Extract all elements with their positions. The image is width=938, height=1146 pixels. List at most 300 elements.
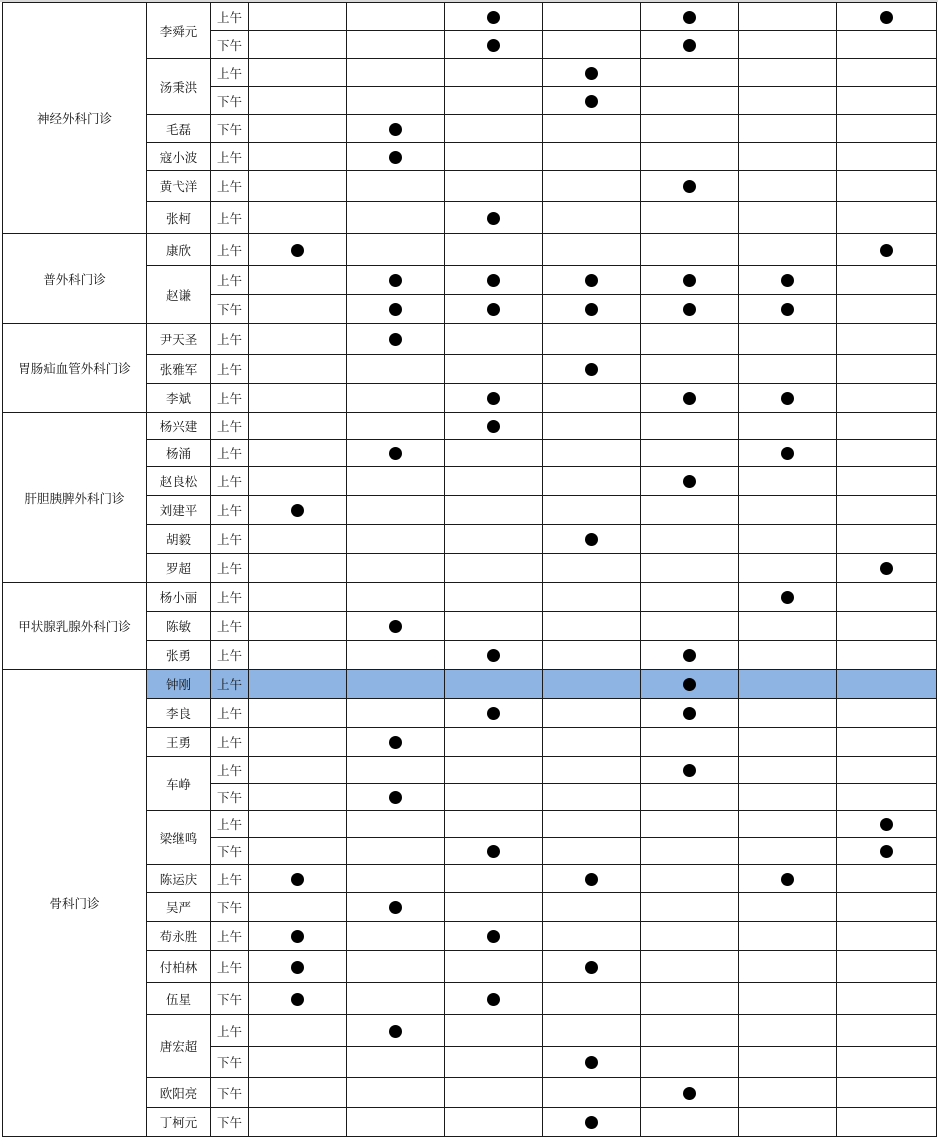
day-cell-5[interactable] [641, 115, 739, 143]
day-cell-3[interactable] [445, 612, 543, 641]
day-cell-3[interactable] [445, 467, 543, 496]
day-cell-1[interactable] [249, 234, 347, 266]
day-cell-5[interactable] [641, 59, 739, 87]
day-cell-5[interactable] [641, 440, 739, 467]
day-cell-4[interactable] [543, 59, 641, 87]
day-cell-2[interactable] [347, 171, 445, 202]
day-cell-7[interactable] [837, 757, 937, 784]
day-cell-3[interactable] [445, 865, 543, 893]
day-cell-7[interactable] [837, 784, 937, 811]
day-cell-6[interactable] [739, 59, 837, 87]
day-cell-6[interactable] [739, 1108, 837, 1137]
day-cell-2[interactable] [347, 583, 445, 612]
day-cell-1[interactable] [249, 1108, 347, 1137]
day-cell-3[interactable] [445, 234, 543, 266]
day-cell-3[interactable] [445, 784, 543, 811]
day-cell-4[interactable] [543, 355, 641, 384]
day-cell-1[interactable] [249, 641, 347, 670]
day-cell-4[interactable] [543, 266, 641, 295]
day-cell-6[interactable] [739, 583, 837, 612]
day-cell-7[interactable] [837, 811, 937, 838]
day-cell-4[interactable] [543, 951, 641, 983]
day-cell-2[interactable] [347, 413, 445, 440]
day-cell-2[interactable] [347, 641, 445, 670]
day-cell-6[interactable] [739, 641, 837, 670]
day-cell-7[interactable] [837, 554, 937, 583]
scheduled-dot-icon [585, 873, 598, 886]
day-cell-3[interactable] [445, 757, 543, 784]
day-cell-1[interactable] [249, 1047, 347, 1078]
day-cell-1[interactable] [249, 171, 347, 202]
day-cell-2[interactable] [347, 467, 445, 496]
day-cell-5[interactable] [641, 1047, 739, 1078]
scheduled-dot-icon [487, 303, 500, 316]
day-cell-4[interactable] [543, 413, 641, 440]
day-cell-4[interactable] [543, 583, 641, 612]
day-cell-3[interactable] [445, 143, 543, 171]
session-period: 上午 [211, 413, 249, 440]
day-cell-5[interactable] [641, 467, 739, 496]
day-cell-5[interactable] [641, 3, 739, 31]
day-cell-6[interactable] [739, 234, 837, 266]
day-cell-2[interactable] [347, 355, 445, 384]
day-cell-5[interactable] [641, 1015, 739, 1047]
day-cell-1[interactable] [249, 893, 347, 922]
day-cell-6[interactable] [739, 384, 837, 413]
day-cell-2[interactable] [347, 384, 445, 413]
day-cell-7[interactable] [837, 31, 937, 59]
day-cell-7[interactable] [837, 838, 937, 865]
day-cell-5[interactable] [641, 784, 739, 811]
day-cell-3[interactable] [445, 641, 543, 670]
day-cell-1[interactable] [249, 59, 347, 87]
day-cell-4[interactable] [543, 87, 641, 115]
day-cell-2[interactable] [347, 266, 445, 295]
day-cell-1[interactable] [249, 1015, 347, 1047]
day-cell-4[interactable] [543, 1078, 641, 1108]
day-cell-6[interactable] [739, 266, 837, 295]
day-cell-7[interactable] [837, 525, 937, 554]
day-cell-2[interactable] [347, 1047, 445, 1078]
day-cell-7[interactable] [837, 496, 937, 525]
day-cell-4[interactable] [543, 496, 641, 525]
day-cell-2[interactable] [347, 87, 445, 115]
day-cell-2[interactable] [347, 670, 445, 699]
day-cell-5[interactable] [641, 324, 739, 355]
day-cell-6[interactable] [739, 699, 837, 728]
day-cell-7[interactable] [837, 1015, 937, 1047]
day-cell-1[interactable] [249, 838, 347, 865]
day-cell-3[interactable] [445, 951, 543, 983]
day-cell-6[interactable] [739, 143, 837, 171]
day-cell-3[interactable] [445, 355, 543, 384]
day-cell-3[interactable] [445, 324, 543, 355]
day-cell-5[interactable] [641, 413, 739, 440]
day-cell-6[interactable] [739, 324, 837, 355]
day-cell-7[interactable] [837, 1078, 937, 1108]
day-cell-7[interactable] [837, 612, 937, 641]
day-cell-4[interactable] [543, 612, 641, 641]
day-cell-5[interactable] [641, 728, 739, 757]
day-cell-5[interactable] [641, 699, 739, 728]
day-cell-1[interactable] [249, 951, 347, 983]
day-cell-1[interactable] [249, 612, 347, 641]
day-cell-6[interactable] [739, 413, 837, 440]
day-cell-2[interactable] [347, 496, 445, 525]
day-cell-2[interactable] [347, 3, 445, 31]
day-cell-2[interactable] [347, 784, 445, 811]
day-cell-3[interactable] [445, 266, 543, 295]
day-cell-6[interactable] [739, 893, 837, 922]
day-cell-4[interactable] [543, 838, 641, 865]
day-cell-5[interactable] [641, 838, 739, 865]
day-cell-3[interactable] [445, 1047, 543, 1078]
day-cell-3[interactable] [445, 893, 543, 922]
day-cell-5[interactable] [641, 87, 739, 115]
day-cell-1[interactable] [249, 324, 347, 355]
session-period: 上午 [211, 3, 249, 31]
day-cell-3[interactable] [445, 525, 543, 554]
day-cell-4[interactable] [543, 1108, 641, 1137]
day-cell-2[interactable] [347, 202, 445, 234]
day-cell-2[interactable] [347, 699, 445, 728]
day-cell-4[interactable] [543, 202, 641, 234]
scheduled-dot-icon [487, 420, 500, 433]
day-cell-7[interactable] [837, 922, 937, 951]
day-cell-2[interactable] [347, 728, 445, 757]
day-cell-7[interactable] [837, 59, 937, 87]
day-cell-4[interactable] [543, 865, 641, 893]
day-cell-1[interactable] [249, 467, 347, 496]
day-cell-4[interactable] [543, 641, 641, 670]
day-cell-2[interactable] [347, 1078, 445, 1108]
day-cell-5[interactable] [641, 234, 739, 266]
day-cell-2[interactable] [347, 951, 445, 983]
day-cell-5[interactable] [641, 384, 739, 413]
day-cell-7[interactable] [837, 171, 937, 202]
day-cell-3[interactable] [445, 202, 543, 234]
day-cell-6[interactable] [739, 865, 837, 893]
session-period: 下午 [211, 983, 249, 1015]
day-cell-5[interactable] [641, 295, 739, 324]
day-cell-5[interactable] [641, 143, 739, 171]
day-cell-1[interactable] [249, 31, 347, 59]
day-cell-7[interactable] [837, 202, 937, 234]
day-cell-4[interactable] [543, 699, 641, 728]
day-cell-2[interactable] [347, 324, 445, 355]
day-cell-4[interactable] [543, 983, 641, 1015]
doctor-name: 吴严 [147, 893, 211, 922]
day-cell-2[interactable] [347, 1108, 445, 1137]
day-cell-5[interactable] [641, 811, 739, 838]
day-cell-2[interactable] [347, 838, 445, 865]
day-cell-4[interactable] [543, 1047, 641, 1078]
day-cell-7[interactable] [837, 266, 937, 295]
day-cell-6[interactable] [739, 295, 837, 324]
schedule-row[interactable] [3, 583, 937, 612]
session-period: 下午 [211, 784, 249, 811]
day-cell-7[interactable] [837, 583, 937, 612]
scheduled-dot-icon [291, 244, 304, 257]
day-cell-7[interactable] [837, 1108, 937, 1137]
schedule-row[interactable] [3, 324, 937, 355]
day-cell-6[interactable] [739, 171, 837, 202]
session-period: 上午 [211, 699, 249, 728]
day-cell-1[interactable] [249, 496, 347, 525]
day-cell-2[interactable] [347, 525, 445, 554]
day-cell-1[interactable] [249, 143, 347, 171]
day-cell-3[interactable] [445, 31, 543, 59]
day-cell-7[interactable] [837, 115, 937, 143]
day-cell-4[interactable] [543, 440, 641, 467]
day-cell-4[interactable] [543, 728, 641, 757]
day-cell-1[interactable] [249, 757, 347, 784]
day-cell-5[interactable] [641, 554, 739, 583]
day-cell-6[interactable] [739, 983, 837, 1015]
day-cell-1[interactable] [249, 728, 347, 757]
day-cell-2[interactable] [347, 115, 445, 143]
day-cell-2[interactable] [347, 143, 445, 171]
day-cell-6[interactable] [739, 811, 837, 838]
day-cell-3[interactable] [445, 87, 543, 115]
day-cell-7[interactable] [837, 3, 937, 31]
day-cell-4[interactable] [543, 384, 641, 413]
day-cell-6[interactable] [739, 951, 837, 983]
day-cell-7[interactable] [837, 295, 937, 324]
day-cell-4[interactable] [543, 171, 641, 202]
day-cell-5[interactable] [641, 670, 739, 699]
day-cell-1[interactable] [249, 583, 347, 612]
day-cell-7[interactable] [837, 670, 937, 699]
day-cell-6[interactable] [739, 1047, 837, 1078]
day-cell-5[interactable] [641, 893, 739, 922]
day-cell-4[interactable] [543, 811, 641, 838]
day-cell-4[interactable] [543, 467, 641, 496]
scheduled-dot-icon [389, 736, 402, 749]
day-cell-3[interactable] [445, 440, 543, 467]
day-cell-4[interactable] [543, 324, 641, 355]
day-cell-5[interactable] [641, 171, 739, 202]
schedule-row[interactable] [3, 3, 937, 31]
day-cell-7[interactable] [837, 983, 937, 1015]
scheduled-dot-icon [291, 993, 304, 1006]
day-cell-5[interactable] [641, 31, 739, 59]
day-cell-3[interactable] [445, 1015, 543, 1047]
day-cell-5[interactable] [641, 922, 739, 951]
day-cell-7[interactable] [837, 893, 937, 922]
day-cell-7[interactable] [837, 1047, 937, 1078]
day-cell-2[interactable] [347, 1015, 445, 1047]
day-cell-3[interactable] [445, 1108, 543, 1137]
day-cell-3[interactable] [445, 983, 543, 1015]
day-cell-1[interactable] [249, 3, 347, 31]
scheduled-dot-icon [880, 244, 893, 257]
day-cell-2[interactable] [347, 757, 445, 784]
day-cell-3[interactable] [445, 115, 543, 143]
day-cell-2[interactable] [347, 440, 445, 467]
day-cell-5[interactable] [641, 583, 739, 612]
day-cell-6[interactable] [739, 1015, 837, 1047]
schedule-row[interactable] [3, 234, 937, 266]
day-cell-6[interactable] [739, 784, 837, 811]
day-cell-2[interactable] [347, 922, 445, 951]
day-cell-5[interactable] [641, 266, 739, 295]
day-cell-7[interactable] [837, 87, 937, 115]
day-cell-4[interactable] [543, 31, 641, 59]
day-cell-7[interactable] [837, 413, 937, 440]
day-cell-7[interactable] [837, 865, 937, 893]
day-cell-6[interactable] [739, 1078, 837, 1108]
day-cell-1[interactable] [249, 87, 347, 115]
day-cell-3[interactable] [445, 922, 543, 951]
schedule-row[interactable] [3, 413, 937, 440]
day-cell-3[interactable] [445, 384, 543, 413]
day-cell-4[interactable] [543, 525, 641, 554]
day-cell-1[interactable] [249, 355, 347, 384]
day-cell-6[interactable] [739, 728, 837, 757]
day-cell-4[interactable] [543, 295, 641, 324]
scheduled-dot-icon [683, 649, 696, 662]
day-cell-4[interactable] [543, 143, 641, 171]
day-cell-1[interactable] [249, 525, 347, 554]
day-cell-4[interactable] [543, 234, 641, 266]
department-name: 普外科门诊 [3, 234, 147, 324]
day-cell-1[interactable] [249, 554, 347, 583]
day-cell-5[interactable] [641, 757, 739, 784]
day-cell-1[interactable] [249, 811, 347, 838]
day-cell-7[interactable] [837, 641, 937, 670]
day-cell-6[interactable] [739, 922, 837, 951]
day-cell-3[interactable] [445, 1078, 543, 1108]
doctor-name: 李斌 [147, 384, 211, 413]
day-cell-3[interactable] [445, 59, 543, 87]
day-cell-3[interactable] [445, 670, 543, 699]
day-cell-6[interactable] [739, 467, 837, 496]
day-cell-3[interactable] [445, 3, 543, 31]
day-cell-6[interactable] [739, 31, 837, 59]
day-cell-1[interactable] [249, 413, 347, 440]
day-cell-3[interactable] [445, 295, 543, 324]
day-cell-4[interactable] [543, 922, 641, 951]
day-cell-6[interactable] [739, 3, 837, 31]
day-cell-5[interactable] [641, 525, 739, 554]
day-cell-2[interactable] [347, 295, 445, 324]
day-cell-5[interactable] [641, 355, 739, 384]
session-period: 上午 [211, 612, 249, 641]
day-cell-5[interactable] [641, 202, 739, 234]
schedule-row[interactable] [3, 670, 937, 699]
day-cell-6[interactable] [739, 115, 837, 143]
day-cell-7[interactable] [837, 440, 937, 467]
day-cell-1[interactable] [249, 983, 347, 1015]
day-cell-3[interactable] [445, 554, 543, 583]
day-cell-7[interactable] [837, 699, 937, 728]
day-cell-4[interactable] [543, 784, 641, 811]
doctor-name: 付柏林 [147, 951, 211, 983]
day-cell-1[interactable] [249, 115, 347, 143]
day-cell-7[interactable] [837, 234, 937, 266]
day-cell-5[interactable] [641, 1078, 739, 1108]
day-cell-5[interactable] [641, 496, 739, 525]
day-cell-2[interactable] [347, 893, 445, 922]
day-cell-2[interactable] [347, 59, 445, 87]
day-cell-6[interactable] [739, 554, 837, 583]
day-cell-7[interactable] [837, 951, 937, 983]
day-cell-7[interactable] [837, 324, 937, 355]
day-cell-6[interactable] [739, 612, 837, 641]
day-cell-5[interactable] [641, 865, 739, 893]
day-cell-6[interactable] [739, 202, 837, 234]
day-cell-6[interactable] [739, 525, 837, 554]
day-cell-5[interactable] [641, 951, 739, 983]
day-cell-5[interactable] [641, 641, 739, 670]
day-cell-2[interactable] [347, 234, 445, 266]
day-cell-6[interactable] [739, 355, 837, 384]
day-cell-4[interactable] [543, 893, 641, 922]
day-cell-3[interactable] [445, 838, 543, 865]
day-cell-3[interactable] [445, 583, 543, 612]
day-cell-4[interactable] [543, 554, 641, 583]
day-cell-7[interactable] [837, 355, 937, 384]
day-cell-6[interactable] [739, 496, 837, 525]
day-cell-2[interactable] [347, 612, 445, 641]
day-cell-3[interactable] [445, 699, 543, 728]
day-cell-4[interactable] [543, 115, 641, 143]
day-cell-4[interactable] [543, 757, 641, 784]
day-cell-1[interactable] [249, 784, 347, 811]
day-cell-2[interactable] [347, 983, 445, 1015]
day-cell-1[interactable] [249, 1078, 347, 1108]
day-cell-1[interactable] [249, 440, 347, 467]
day-cell-1[interactable] [249, 922, 347, 951]
scheduled-dot-icon [781, 392, 794, 405]
day-cell-2[interactable] [347, 554, 445, 583]
day-cell-1[interactable] [249, 202, 347, 234]
day-cell-6[interactable] [739, 757, 837, 784]
day-cell-3[interactable] [445, 171, 543, 202]
day-cell-6[interactable] [739, 440, 837, 467]
day-cell-6[interactable] [739, 838, 837, 865]
day-cell-2[interactable] [347, 31, 445, 59]
day-cell-5[interactable] [641, 1108, 739, 1137]
day-cell-4[interactable] [543, 3, 641, 31]
day-cell-6[interactable] [739, 670, 837, 699]
day-cell-2[interactable] [347, 811, 445, 838]
day-cell-1[interactable] [249, 699, 347, 728]
day-cell-1[interactable] [249, 266, 347, 295]
day-cell-7[interactable] [837, 384, 937, 413]
doctor-name: 胡毅 [147, 525, 211, 554]
day-cell-1[interactable] [249, 384, 347, 413]
doctor-name[interactable]: 钟刚 [147, 670, 211, 699]
day-cell-1[interactable] [249, 865, 347, 893]
day-cell-4[interactable] [543, 1015, 641, 1047]
day-cell-7[interactable] [837, 143, 937, 171]
day-cell-3[interactable] [445, 728, 543, 757]
day-cell-5[interactable] [641, 983, 739, 1015]
day-cell-1[interactable] [249, 295, 347, 324]
day-cell-1[interactable] [249, 670, 347, 699]
day-cell-2[interactable] [347, 865, 445, 893]
day-cell-4[interactable] [543, 670, 641, 699]
day-cell-6[interactable] [739, 87, 837, 115]
day-cell-3[interactable] [445, 811, 543, 838]
day-cell-7[interactable] [837, 467, 937, 496]
day-cell-3[interactable] [445, 413, 543, 440]
day-cell-7[interactable] [837, 728, 937, 757]
day-cell-3[interactable] [445, 496, 543, 525]
day-cell-5[interactable] [641, 612, 739, 641]
